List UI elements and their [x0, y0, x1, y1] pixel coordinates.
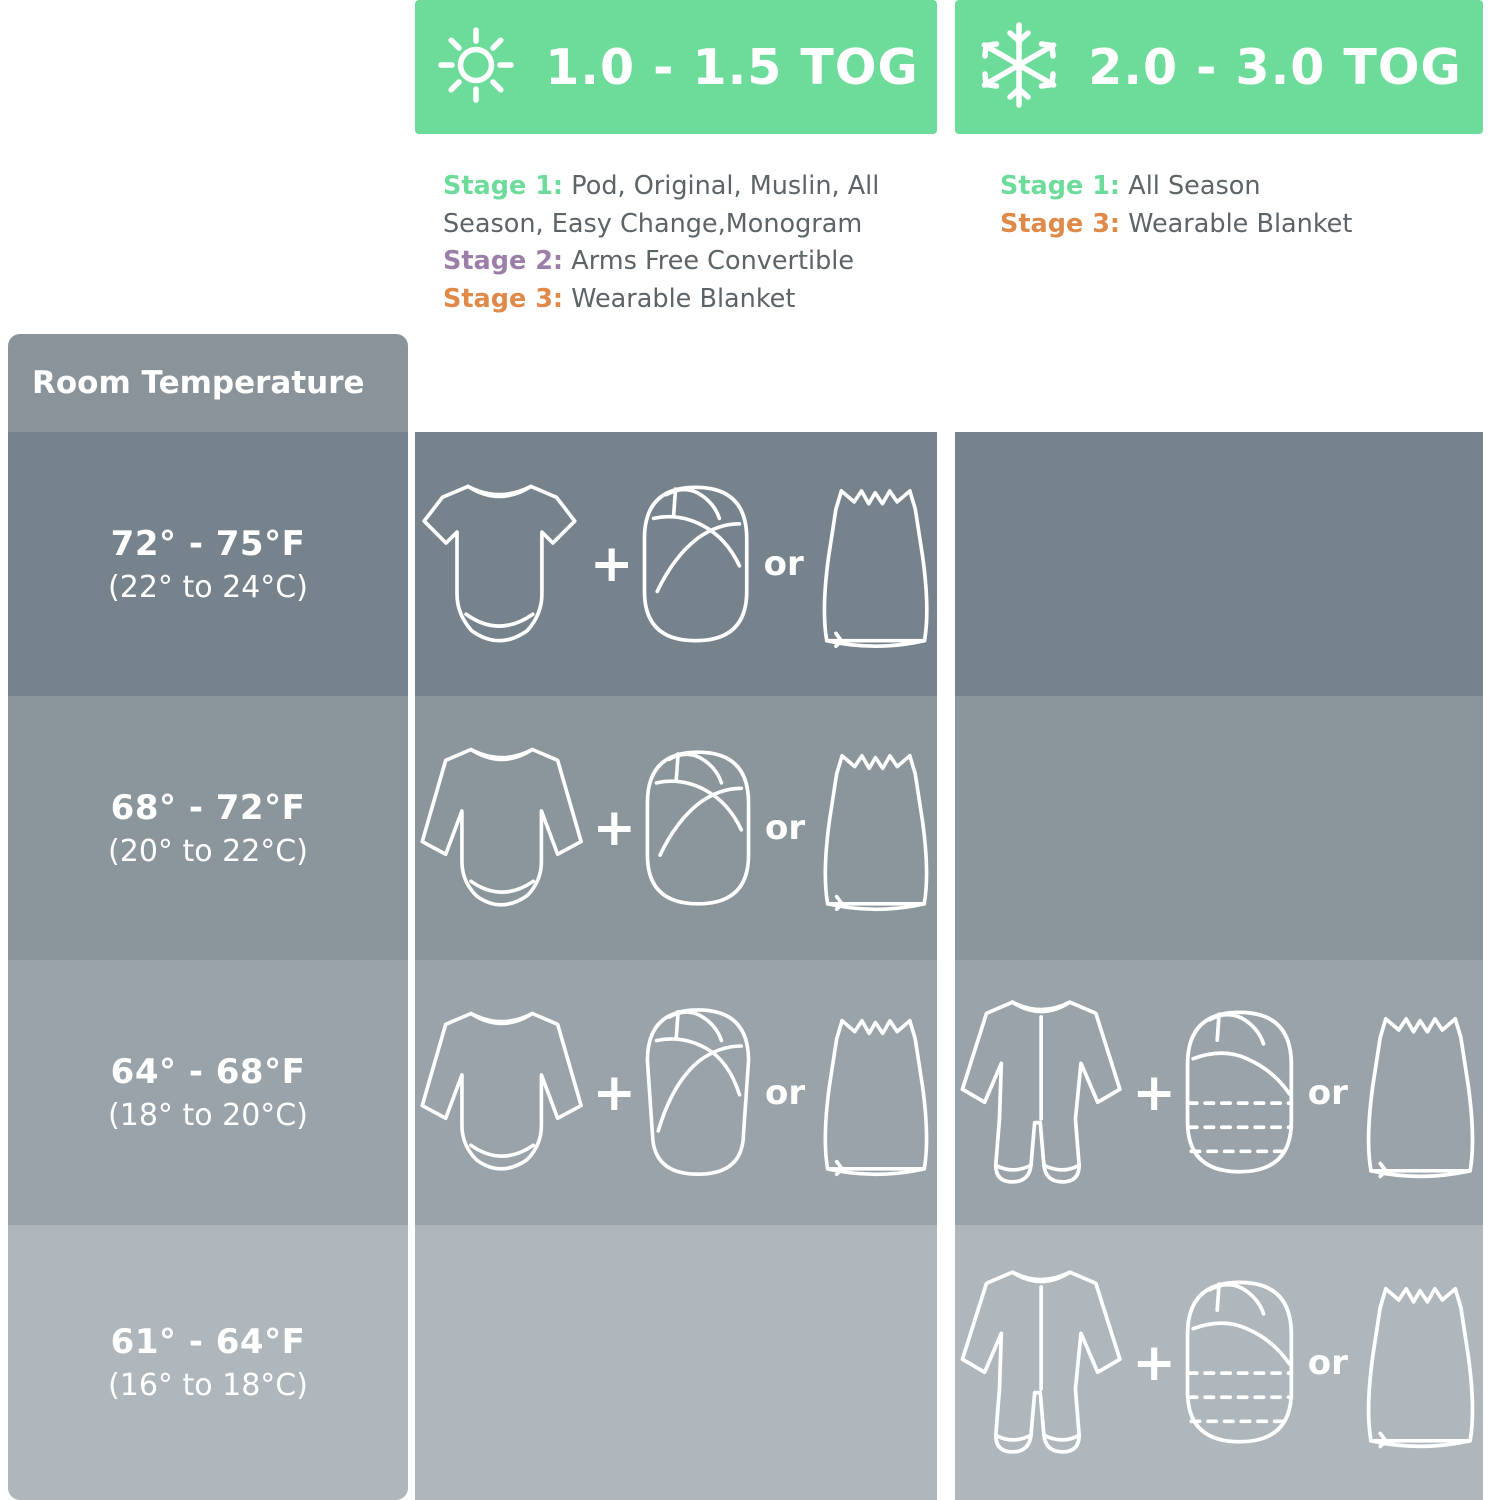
garment-combo: [415, 696, 937, 960]
stage-text: Wearable Blanket: [1120, 208, 1353, 239]
table-row: [0, 1225, 1500, 1500]
plus-symbol: +: [592, 1062, 637, 1123]
stage-label: Stage 2:: [443, 246, 564, 277]
stage-label: Stage 1:: [443, 171, 564, 201]
cold-cell-empty: [955, 432, 1483, 696]
temp-celsius: (20° to 22°C): [108, 833, 308, 869]
or-label: or: [764, 1072, 806, 1113]
swaddle-icon: [639, 474, 753, 654]
legend-line: [443, 243, 943, 281]
sleeveless-wearable-blanket-icon: [1358, 1263, 1483, 1463]
legend-line: [1000, 206, 1480, 244]
plus-symbol: +: [1132, 1332, 1176, 1393]
warm-cell: [415, 432, 937, 696]
sun-icon: [433, 22, 519, 112]
warm-cell-empty: [415, 1225, 937, 1500]
tog-column-header-cold: [955, 0, 1483, 134]
temp-fahrenheit: 61° - 64°F: [110, 1322, 306, 1362]
room-temperature-header: [8, 334, 408, 432]
long-sleeve-bodysuit-icon: [415, 731, 587, 926]
sleeveless-wearable-blanket-icon: [815, 993, 937, 1193]
tog-title-cold: 2.0 - 3.0 TOG: [1088, 38, 1462, 96]
legend-line: [443, 168, 943, 243]
cold-cell-empty: [955, 696, 1483, 960]
garment-combo: [415, 432, 937, 696]
legend-warm: [443, 168, 943, 319]
temperature-cell: [8, 1225, 408, 1500]
or-label: or: [1307, 1342, 1348, 1383]
footed-sleeper-icon: [955, 1255, 1126, 1470]
short-sleeve-bodysuit-icon: [415, 469, 584, 659]
legend-line: [443, 281, 943, 319]
stage-label: Stage 1:: [1000, 171, 1121, 201]
stage-text: Pod, Original, Muslin, All Season, Easy Change,Monogram: [443, 171, 880, 239]
warm-cell: [415, 960, 937, 1225]
footed-sleeper-icon: [955, 985, 1126, 1200]
quilted-swaddle-icon: [1182, 1270, 1298, 1455]
stage-text: All Season: [1120, 171, 1261, 201]
table-row: [0, 960, 1500, 1225]
temp-celsius: (16° to 18°C): [108, 1368, 308, 1403]
cold-cell: [955, 1225, 1483, 1500]
quilted-swaddle-icon: [1182, 1000, 1298, 1185]
temp-fahrenheit: 64° - 68°F: [110, 1052, 306, 1092]
sleeveless-wearable-blanket-icon: [814, 464, 937, 664]
stage-label: Stage 3:: [1000, 208, 1121, 239]
swaddle-icon: [642, 738, 755, 918]
table-row: [0, 432, 1500, 696]
temperature-cell: [8, 960, 408, 1225]
stage-text: Wearable Blanket: [563, 284, 796, 315]
legend-line: [1000, 168, 1480, 206]
tog-header-row: [0, 0, 1500, 140]
temp-fahrenheit: 72° - 75°F: [110, 523, 306, 564]
tog-title-warm: 1.0 - 1.5 TOG: [545, 38, 919, 96]
temperature-cell: [8, 432, 408, 696]
temp-celsius: (22° to 24°C): [108, 569, 308, 605]
stage-label: Stage 3:: [443, 284, 564, 315]
plus-symbol: +: [1132, 1062, 1176, 1123]
or-label: or: [1307, 1072, 1348, 1113]
table-row: [0, 696, 1500, 960]
cold-cell: [955, 960, 1483, 1225]
temp-fahrenheit: 68° - 72°F: [110, 787, 306, 828]
or-label: or: [764, 808, 806, 848]
warm-cell: [415, 696, 937, 960]
temperature-cell: [8, 696, 408, 960]
garment-combo: [415, 960, 937, 1225]
or-label: or: [763, 544, 804, 584]
room-temperature-label: Room Temperature: [32, 365, 365, 401]
long-sleeve-bodysuit-icon: [415, 995, 587, 1190]
tog-column-header-warm: [415, 0, 937, 134]
legend-cold: [1000, 168, 1480, 243]
snowflake-icon: [976, 19, 1062, 115]
temp-celsius: (18° to 20°C): [108, 1098, 308, 1133]
garment-combo: [955, 1225, 1483, 1500]
sleeveless-wearable-blanket-icon: [815, 728, 937, 928]
sleeveless-wearable-blanket-icon: [1358, 993, 1483, 1193]
garment-combo: [955, 960, 1483, 1225]
plus-symbol: +: [592, 798, 637, 858]
swaddle-icon: [642, 995, 755, 1190]
stage-text: Arms Free Convertible: [563, 246, 855, 277]
plus-symbol: +: [589, 534, 634, 594]
